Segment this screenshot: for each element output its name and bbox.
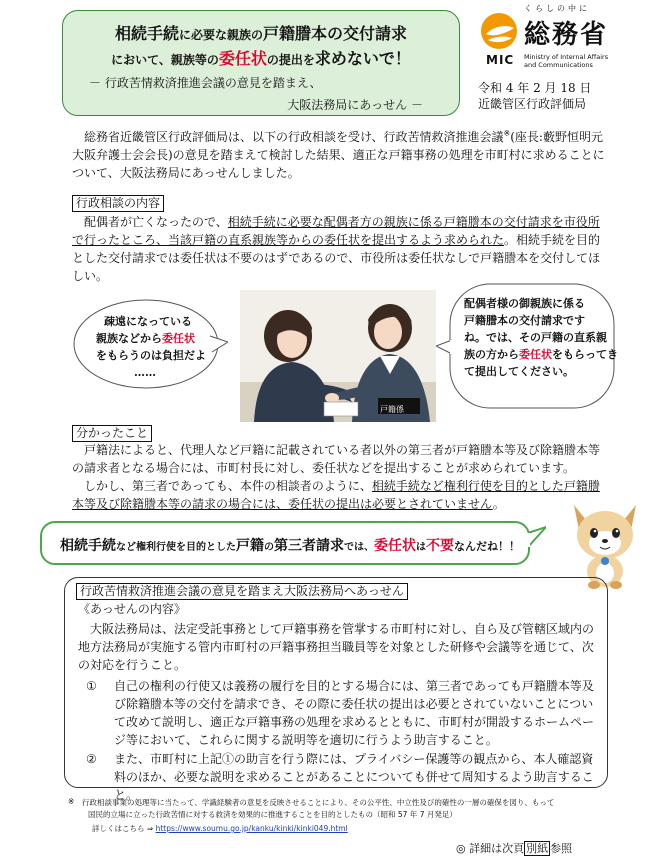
see-next-page-note bbox=[456, 840, 572, 856]
bubble-part: 委任状 bbox=[162, 332, 195, 345]
title-box bbox=[62, 10, 460, 116]
footnote-line: 国民的立場に立った行政苦情に対する救済を効果的に推進することを目的としたもの（昭和 57 年 7 月発足） bbox=[88, 810, 457, 819]
intro-paragraph bbox=[72, 125, 606, 182]
title-part: 求めないで！ bbox=[314, 49, 411, 68]
bubble-line: 配偶者様の御親族に係る bbox=[464, 297, 585, 310]
logo-tagline: くらしの中に bbox=[524, 4, 590, 13]
conclusion-callout-text bbox=[60, 535, 520, 555]
see-next-boxed: 別紙 bbox=[526, 842, 549, 855]
findings-part: 。 bbox=[492, 497, 505, 511]
bubble-part: 族の方から bbox=[464, 348, 519, 361]
see-next-part: ◎ 詳細は次頁 bbox=[456, 842, 525, 855]
callout-part: 戸籍 bbox=[236, 538, 264, 554]
callout-part: など bbox=[116, 542, 136, 553]
callout-part: を目的とした bbox=[176, 542, 236, 553]
subtitle-line-1: － 行政苦情救済推進会議の意見を踏まえ、 bbox=[89, 76, 322, 90]
mediation-subheading: 《あっせんの内容》 bbox=[78, 602, 186, 616]
callout-part: 権利行使 bbox=[136, 542, 176, 553]
bubble-part: をもらってき bbox=[552, 348, 618, 361]
mediation-paragraph: 大阪法務局は、法定受託事務として戸籍事務を管掌する市町村に対し、自ら及び管轄区域内の地方法務局が実施する管内市町村の戸籍事務担当職員等を対象とした研修や会議等を通じて、次の対応を行うこと。 bbox=[78, 622, 595, 672]
item-text: 自己の権利の行使又は義務の履行を目的とする場合には、第三者であっても戸籍謄本等及び除籍謄本等の交付を請求でき、その際に委任状の提出は必要とされていないことについて改めて説明し、適正な戸籍事務の処理を求めるとともに、市町村が開設するホームページ等において、これらに関する説明等を適切に行うよう助言すること。 bbox=[114, 679, 595, 747]
intro-part: 総務省近畿管区行政評価局は、以下の行政相談を受け、行政苦情救済推進会議 bbox=[84, 130, 504, 144]
bubble-part: 親族などから bbox=[96, 332, 162, 345]
bubble-line: …… bbox=[134, 366, 156, 379]
section-heading-mediation: 行政苦情救済推進会議の意見を踏まえ大阪法務局へあっせん bbox=[76, 583, 408, 600]
findings-part: しかし、第三者であっても、本件の相談者のように、 bbox=[84, 479, 372, 493]
logo-name: 総務省 bbox=[524, 20, 609, 50]
logo-english-line: and Communications bbox=[524, 61, 593, 69]
item-text: また、市町村に上記①の助言を行う際には、プライバシー保護等の観点から、本人確認資料のほか、必要な説明を求めることがあることについても併せて周知するよう助言すること。 bbox=[114, 752, 594, 802]
section-heading-consultation: 行政相談の内容 bbox=[72, 195, 164, 212]
consultation-post: 。相続手続を目的とした交付請求では委任状は不要のはずであるので、市役所は委任状なしで戸籍謄本を交付してほしい。 bbox=[72, 233, 601, 283]
bubble-part: 委任状 bbox=[519, 348, 552, 361]
see-next-part: 参照 bbox=[550, 842, 573, 855]
title-part: において、 bbox=[111, 53, 171, 67]
callout-part: では、 bbox=[344, 542, 374, 553]
footnote-url-link[interactable]: https://www.soumu.go.jp/kanku/kinki/kinki049.html bbox=[155, 824, 348, 833]
callout-part: なんだね！！ bbox=[454, 540, 520, 553]
logo-english bbox=[524, 53, 608, 69]
item-number: ② bbox=[86, 752, 97, 766]
bubble-line bbox=[464, 346, 618, 363]
subtitle-line-2: 大阪法務局にあっせん － bbox=[287, 98, 423, 112]
issuing-office: 近畿管区行政評価局 bbox=[478, 97, 587, 111]
footnote-mark: ※ bbox=[503, 129, 511, 138]
callout-part: 相続手続 bbox=[60, 538, 116, 554]
logo-english-line: Ministry of Internal Affairs bbox=[524, 53, 609, 61]
footnote-line: 行政相談事業の処理等に当たって、学識経験者の意見を反映させることにより、その公平性、中立性及び的確性の一層の確保を図り、もって bbox=[82, 798, 555, 807]
consultation-underlined: 相続手続に必要な配偶者方の親族に係る戸籍謄本の交付請求を市役所で行ったところ、当該戸籍の直系親族等からの委任状を提出するよう求められた bbox=[72, 215, 600, 247]
ministry-logo-icon bbox=[480, 12, 518, 50]
speech-bubble-right-text bbox=[464, 295, 618, 380]
clerk-badge: 戸籍係 bbox=[380, 405, 404, 414]
logo-abbr: MIC bbox=[486, 53, 515, 67]
title-part: 委任状 bbox=[218, 49, 267, 68]
counter-illustration bbox=[240, 290, 436, 422]
dog-mascot-icon bbox=[560, 495, 650, 589]
callout-part: 不要 bbox=[426, 538, 454, 554]
title-part: 戸籍謄本の交付請求 bbox=[263, 24, 408, 43]
bubble-line bbox=[96, 330, 206, 347]
callout-part: の bbox=[264, 542, 274, 553]
title-part: の提出を bbox=[266, 53, 315, 67]
callout-part: 委任状 bbox=[374, 538, 416, 554]
bubble-line: 戸籍謄本の交付請求です bbox=[464, 314, 585, 327]
item-number: ① bbox=[86, 679, 97, 693]
document-date: 令和 4 年 2 月 18 日 bbox=[478, 81, 592, 95]
bubble-line: ね。では、その戸籍の直系親 bbox=[464, 331, 607, 344]
footnote-link-line bbox=[92, 823, 348, 834]
findings-paragraph: 戸籍法によると、代理人など戸籍に記載されている者以外の第三者が戸籍謄本等及び除籍謄本等の請求者となる場合には、市町村長に対し、委任状などを提出することが求められています。 bbox=[72, 443, 601, 475]
title-part: 相続手続 bbox=[114, 24, 179, 43]
bubble-line: 疎遠になっている bbox=[104, 315, 192, 328]
title-part: 親族等の bbox=[170, 53, 219, 67]
bubble-line: て提出してください。 bbox=[464, 365, 574, 378]
intro-part: (座長:藪野恒明元大阪弁護士会会長)の意見を踏まえて検討した結果、適正な戸籍事務の処理を市町村に求めることについて、大阪法務局にあっせんしました。 bbox=[72, 130, 605, 180]
findings-paragraph bbox=[72, 477, 606, 513]
findings-underlined: 相続手続など権利行使を目的とした戸籍謄本等及び除籍謄本等の請求の場合には、委任状の提出は必要とされていません bbox=[72, 479, 600, 511]
title-line-1 bbox=[63, 21, 459, 44]
section-heading-findings: 分かったこと bbox=[72, 425, 152, 442]
footnote-mark: ※ bbox=[68, 797, 75, 806]
speech-bubble-left-text bbox=[96, 313, 206, 381]
footnote-link-label: 詳しくはこちら ⇒ bbox=[92, 824, 154, 833]
consultation-paragraph bbox=[72, 213, 606, 285]
findings-text bbox=[72, 441, 606, 513]
consultation-pre: 配偶者が亡くなったので、 bbox=[84, 215, 228, 229]
callout-part: 第三者請求 bbox=[274, 538, 344, 554]
callout-part: は bbox=[416, 542, 426, 553]
title-part: に必要な親族の bbox=[178, 28, 263, 42]
bubble-line: をもらうのは負担だよ bbox=[96, 349, 206, 362]
title-line-2 bbox=[63, 46, 459, 69]
